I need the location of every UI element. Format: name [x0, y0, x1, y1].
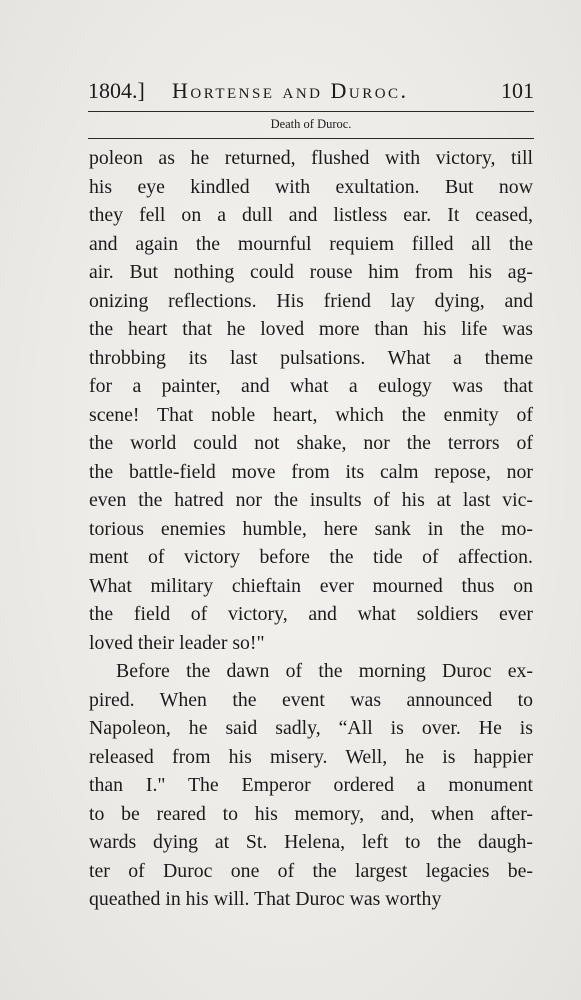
paragraph [89, 657, 533, 914]
text-line: wards dying at St. Helena, left to the daugh- [89, 831, 533, 853]
running-head-title: Hortense and Duroc. [172, 78, 409, 103]
running-head-year: 1804.] [88, 78, 145, 103]
text-line: scene! That noble heart, which the enmity of [89, 403, 533, 426]
text-line: released from his misery. Well, he is happier [89, 745, 533, 768]
text-line: torious enemies humble, here sank in the mo- [89, 517, 533, 540]
text-line: ter of Duroc one of the largest legacies be- [89, 859, 533, 882]
text-line: pired. When the event was announced to [89, 688, 533, 711]
page-number: 101 [501, 78, 534, 103]
text-line: Before the dawn of the morning Duroc ex- [116, 660, 533, 682]
text-line: than I." The Emperor ordered a monument [89, 774, 533, 796]
text-line: for a painter, and what a eulogy was that [89, 375, 533, 397]
text-line: the battle-field move from its calm repose, nor [89, 460, 533, 483]
text-line: the world could not shake, nor the terrors of [89, 432, 533, 454]
paragraph [89, 144, 533, 657]
text-line: even the hatred nor the insults of his at last vic- [89, 489, 533, 511]
text-line: poleon as he returned, flushed with victory, till [89, 147, 533, 169]
text-line: onizing reflections. His friend lay dying, and [89, 289, 533, 312]
text-line: and again the mournful requiem filled all the [89, 232, 533, 255]
text-line: loved their leader so!" [89, 631, 265, 654]
text-line: Napoleon, he said sadly, “All is over. He is [89, 717, 533, 739]
top-rule [88, 111, 534, 112]
text-line: air. But nothing could rouse him from his ag- [89, 261, 533, 283]
text-line: the field of victory, and what soldiers ever [89, 603, 533, 625]
text-line: they fell on a dull and listless ear. It ceased, [89, 204, 533, 226]
text-line: What military chieftain ever mourned thus on [89, 574, 533, 597]
text-line: the heart that he loved more than his life was [89, 318, 533, 340]
text-line: his eye kindled with exultation. But now [89, 175, 533, 198]
body-text [89, 144, 533, 914]
text-line: queathed in his will. That Duroc was worthy [89, 888, 442, 910]
text-line: throbbing its last pulsations. What a theme [89, 346, 533, 369]
text-line: to be reared to his memory, and, when after- [89, 802, 533, 825]
bottom-rule [88, 138, 534, 139]
section-subhead: Death of Duroc. [270, 117, 352, 131]
text-line: ment of victory before the tide of affection. [89, 546, 533, 568]
running-head [88, 74, 534, 108]
